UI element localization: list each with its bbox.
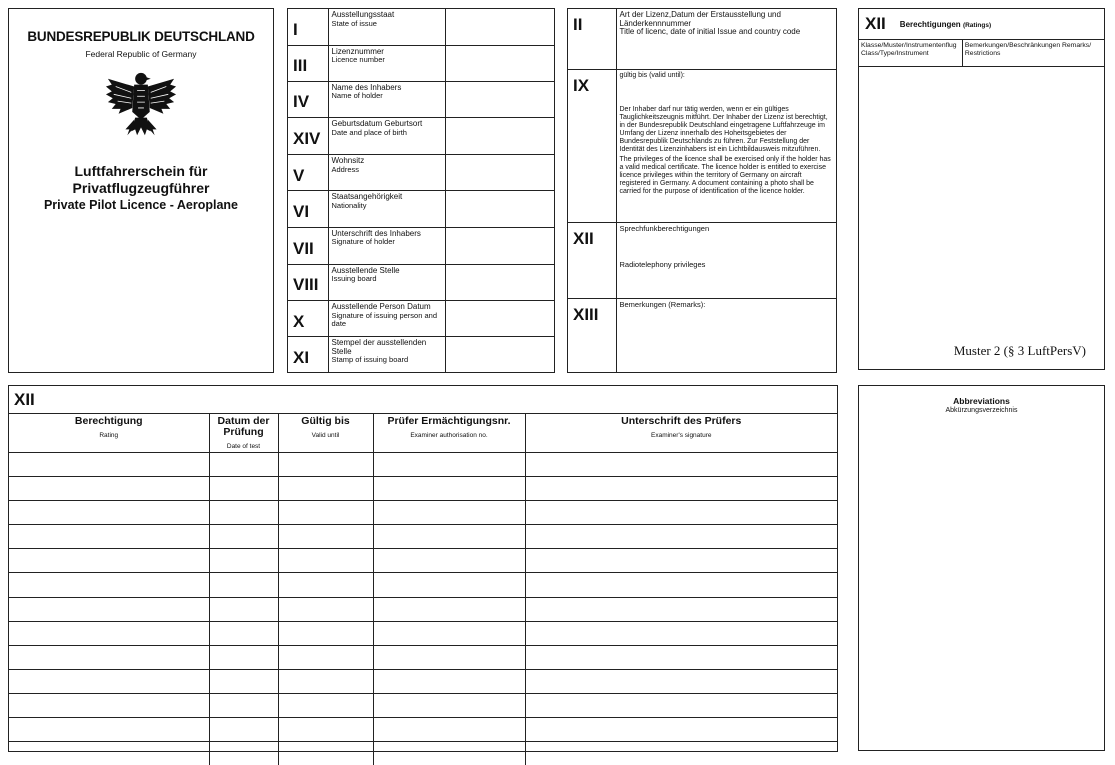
holder-details-panel (287, 8, 555, 373)
licence-details-panel (567, 8, 837, 373)
column-header-de: Datum der Prüfung (217, 415, 270, 438)
table-cell[interactable] (525, 525, 837, 549)
field-label (328, 337, 445, 372)
field-number: III (288, 45, 328, 81)
table-cell[interactable] (209, 645, 278, 669)
field-value-cell[interactable] (445, 81, 554, 117)
table-cell[interactable] (373, 477, 525, 501)
field-number: X (288, 301, 328, 337)
field-label-en: Issuing board (331, 274, 377, 284)
field-label-de: Sprechfunkberechtigungen (619, 223, 710, 233)
table-cell[interactable] (209, 525, 278, 549)
column-header-de: Unterschrift des Prüfers (621, 415, 742, 427)
field-label-en: State of issue (331, 18, 377, 28)
table-cell[interactable] (278, 573, 373, 597)
table-cell[interactable] (525, 573, 837, 597)
field-label-de: Wohnsitz (331, 156, 365, 166)
section-number: XII (9, 386, 837, 414)
table-row (9, 453, 837, 477)
ratings-title-de: Berechtigungen (899, 19, 961, 29)
ratings-header (859, 9, 1104, 40)
licence-cover (8, 8, 274, 373)
table-cell[interactable] (373, 549, 525, 573)
field-value-cell[interactable] (445, 264, 554, 300)
column-header (209, 414, 278, 453)
form-reference: Muster 2 (§ 3 LuftPersV) (953, 343, 1086, 358)
field-label (328, 118, 445, 155)
country-name-en: Federal Republic of Germany (85, 49, 197, 59)
column-header (278, 414, 373, 453)
table-cell[interactable] (278, 742, 373, 765)
table-cell[interactable] (525, 621, 837, 645)
holder-field-row (288, 118, 554, 155)
table-cell[interactable] (525, 597, 837, 621)
field-label-en: Address (331, 164, 360, 174)
table-cell[interactable] (373, 645, 525, 669)
table-cell[interactable] (9, 742, 209, 765)
abbreviations-subtitle: Abkürzungsverzeichnis (945, 407, 1018, 414)
field-value-cell[interactable] (445, 337, 554, 372)
table-cell[interactable] (373, 693, 525, 717)
table-cell[interactable] (525, 453, 837, 477)
column-header-en: Rating (99, 432, 119, 439)
country-name: BUNDESREPUBLIK DEUTSCHLAND (27, 29, 255, 44)
table-cell[interactable] (209, 693, 278, 717)
ratings-col-class: Klasse/Muster/Instrumentenflug Class/Type/Instrument (859, 40, 963, 66)
table-cell[interactable] (525, 477, 837, 501)
field-label-en: Signature of issuing person and date (331, 310, 437, 329)
licence-title-de (9, 163, 273, 197)
field-number: VII (288, 227, 328, 264)
table-cell[interactable] (9, 621, 209, 645)
column-header-de: Prüfer Ermächtigungsnr. (387, 415, 511, 427)
table-cell[interactable] (9, 453, 209, 477)
table-cell[interactable] (373, 453, 525, 477)
remarks-field[interactable] (616, 298, 836, 372)
ratings-title-sub: (Ratings) (962, 21, 992, 29)
field-number: XIII (568, 298, 616, 372)
table-cell[interactable] (525, 669, 837, 693)
table-row (9, 501, 837, 525)
field-label-de: Unterschrift des Inhabers (331, 228, 421, 238)
field-number: IV (288, 81, 328, 117)
table-row (9, 597, 837, 621)
table-cell[interactable] (278, 669, 373, 693)
privileges-text-en: The privileges of the licence shall be exercised only if the holder has a valid medical certificate. The licence holder is entitled to exercise licence privileges within the territory of Germany on aircraft registered in Germany. A document containing a photo shall be carried for the purpose of identification of the licence holder. (619, 155, 831, 195)
column-header-en: Examiner's signature (651, 432, 712, 439)
field-label-en: Stamp of issuing board (331, 355, 409, 365)
field-label-de: Staatsangehörigkeit (331, 192, 403, 202)
table-cell[interactable] (9, 718, 209, 742)
table-row (9, 693, 837, 717)
table-cell[interactable] (373, 573, 525, 597)
table-row (9, 718, 837, 742)
validity-field[interactable] (616, 69, 836, 222)
table-cell[interactable] (209, 669, 278, 693)
column-header-de: Gültig bis (301, 415, 350, 427)
table-cell[interactable] (9, 525, 209, 549)
table-cell[interactable] (278, 549, 373, 573)
field-value-cell[interactable] (445, 45, 554, 81)
table-cell[interactable] (525, 718, 837, 742)
field-value-cell[interactable] (445, 9, 554, 45)
holder-field-row (288, 9, 554, 45)
field-label (328, 9, 445, 45)
field-label-en: Radiotelephony privileges (619, 260, 706, 269)
field-label-de: Name des Inhabers (331, 82, 402, 92)
holder-field-row (288, 191, 554, 227)
table-cell[interactable] (9, 573, 209, 597)
ratings-panel (858, 8, 1105, 370)
table-cell[interactable] (209, 573, 278, 597)
table-cell[interactable] (373, 718, 525, 742)
field-label-en: Licence number (331, 55, 385, 65)
validity-label: gültig bis (valid until): (619, 71, 685, 79)
field-label-de: Stempel der ausstellenden Stelle (331, 338, 427, 356)
table-cell[interactable] (373, 621, 525, 645)
table-cell[interactable] (9, 693, 209, 717)
licence-details-table (568, 9, 836, 372)
table-cell[interactable] (373, 742, 525, 765)
table-cell[interactable] (278, 718, 373, 742)
field-label-de: Ausstellungsstaat (331, 10, 395, 19)
field-number: V (288, 155, 328, 191)
licence-title-de-line2: Privatflugzeugführer (72, 180, 210, 196)
table-row (9, 645, 837, 669)
table-cell[interactable] (278, 645, 373, 669)
field-label: Bemerkungen (Remarks): (619, 299, 706, 309)
table-row (9, 621, 837, 645)
field-number: IX (568, 69, 616, 222)
table-cell[interactable] (525, 742, 837, 765)
field-label (328, 227, 445, 264)
federal-eagle-icon (102, 69, 180, 143)
field-label-en: Title of licenc, date of initial Issue and country code (619, 27, 801, 36)
table-cell[interactable] (278, 693, 373, 717)
table-cell[interactable] (373, 525, 525, 549)
field-value-cell[interactable] (445, 227, 554, 264)
table-row (9, 742, 837, 765)
field-label-en: Nationality (331, 200, 367, 210)
field-label (328, 155, 445, 191)
field-number: XI (288, 337, 328, 372)
field-label (328, 45, 445, 81)
field-label-de: Ausstellende Person Datum (331, 302, 431, 312)
table-row (9, 477, 837, 501)
table-cell[interactable] (9, 597, 209, 621)
field-value-cell[interactable] (445, 118, 554, 155)
table-cell[interactable] (278, 621, 373, 645)
column-header (9, 414, 209, 453)
table-cell[interactable] (209, 742, 278, 765)
table-cell[interactable] (373, 597, 525, 621)
ratings-title (900, 20, 991, 29)
field-number: VI (288, 191, 328, 227)
field-number: II (568, 9, 616, 69)
column-header-en: Date of test (226, 443, 261, 450)
licence-title-de-line1: Luftfahrerschein für (74, 163, 208, 179)
holder-field-row (288, 337, 554, 372)
field-value-cell[interactable] (445, 155, 554, 191)
field-label-en: Date and place of birth (331, 127, 407, 137)
table-cell[interactable] (525, 549, 837, 573)
field-value-cell[interactable] (445, 191, 554, 227)
table-row (9, 549, 837, 573)
column-header (373, 414, 525, 453)
ratings-columns (859, 40, 1104, 67)
abbreviations-title: Abbreviations (953, 396, 1010, 406)
ratings-col-remarks: Bemerkungen/Beschränkungen Remarks/ Restrictions (964, 42, 1092, 57)
table-cell[interactable] (373, 669, 525, 693)
column-header (525, 414, 837, 453)
table-cell[interactable] (525, 693, 837, 717)
field-label-de: Ausstellende Stelle (331, 265, 400, 275)
field-number: I (288, 9, 328, 45)
table-cell[interactable] (278, 501, 373, 525)
field-value-cell[interactable] (445, 301, 554, 337)
privileges-text-de: Der Inhaber darf nur tätig werden, wenn er ein gültiges Tauglichkeitszeugnis mitführt. Der Inhaber der Lizenz ist berechtigt, in der Bundesrepublik Deutschland eingetragene Luftfahrzeuge im Umfang der Lizenz innerhalb des Hoheitsgebietes der Bundesrepublik Deutschlands zu führen. Zur Feststellung der Identität des Lizenzinhabers ist ein Lichtbildausweis mitzuführen. (619, 105, 828, 153)
licence-title-field[interactable] (616, 9, 836, 69)
radiotelephony-field[interactable] (616, 222, 836, 298)
table-cell[interactable] (278, 597, 373, 621)
table-cell[interactable] (209, 501, 278, 525)
table-cell[interactable] (209, 718, 278, 742)
table-row (9, 525, 837, 549)
holder-field-row (288, 264, 554, 300)
holder-field-row (288, 301, 554, 337)
table-cell[interactable] (525, 501, 837, 525)
table-row (9, 669, 837, 693)
column-header-de: Berechtigung (74, 415, 143, 427)
table-cell[interactable] (373, 501, 525, 525)
table-cell[interactable] (278, 477, 373, 501)
ratings-table (9, 414, 837, 765)
field-number: XIV (288, 118, 328, 155)
column-header-en: Valid until (311, 432, 340, 439)
table-cell[interactable] (9, 645, 209, 669)
section-number: XII (865, 14, 886, 33)
table-cell[interactable] (278, 453, 373, 477)
field-label (328, 301, 445, 337)
field-label (328, 191, 445, 227)
table-cell[interactable] (209, 597, 278, 621)
table-cell[interactable] (209, 477, 278, 501)
ratings-table-panel (8, 385, 838, 752)
table-cell[interactable] (9, 669, 209, 693)
holder-details-table (288, 9, 554, 372)
field-number: XII (568, 222, 616, 298)
holder-field-row (288, 227, 554, 264)
field-label-de: Geburtsdatum Geburtsort (331, 119, 423, 129)
holder-field-row (288, 45, 554, 81)
column-header-en: Examiner authorisation no. (410, 432, 488, 439)
table-cell[interactable] (209, 621, 278, 645)
holder-field-row (288, 155, 554, 191)
holder-field-row (288, 81, 554, 117)
abbreviations-panel (858, 385, 1105, 751)
field-label (328, 264, 445, 300)
table-cell[interactable] (9, 501, 209, 525)
table-cell[interactable] (209, 453, 278, 477)
licence-title-en: Private Pilot Licence - Aeroplane (43, 198, 239, 212)
field-label-en: Name of holder (331, 91, 383, 101)
field-label (328, 81, 445, 117)
table-cell[interactable] (209, 549, 278, 573)
field-label-de: Lizenznummer (331, 46, 384, 56)
table-cell[interactable] (278, 525, 373, 549)
table-cell[interactable] (525, 645, 837, 669)
field-label-de: Art der Lizenz,Datum der Erstausstellung und Länderkennnummer (619, 10, 781, 28)
table-cell[interactable] (9, 477, 209, 501)
field-label-en: Signature of holder (331, 237, 395, 247)
field-number: VIII (288, 264, 328, 300)
table-cell[interactable] (9, 549, 209, 573)
table-row (9, 573, 837, 597)
